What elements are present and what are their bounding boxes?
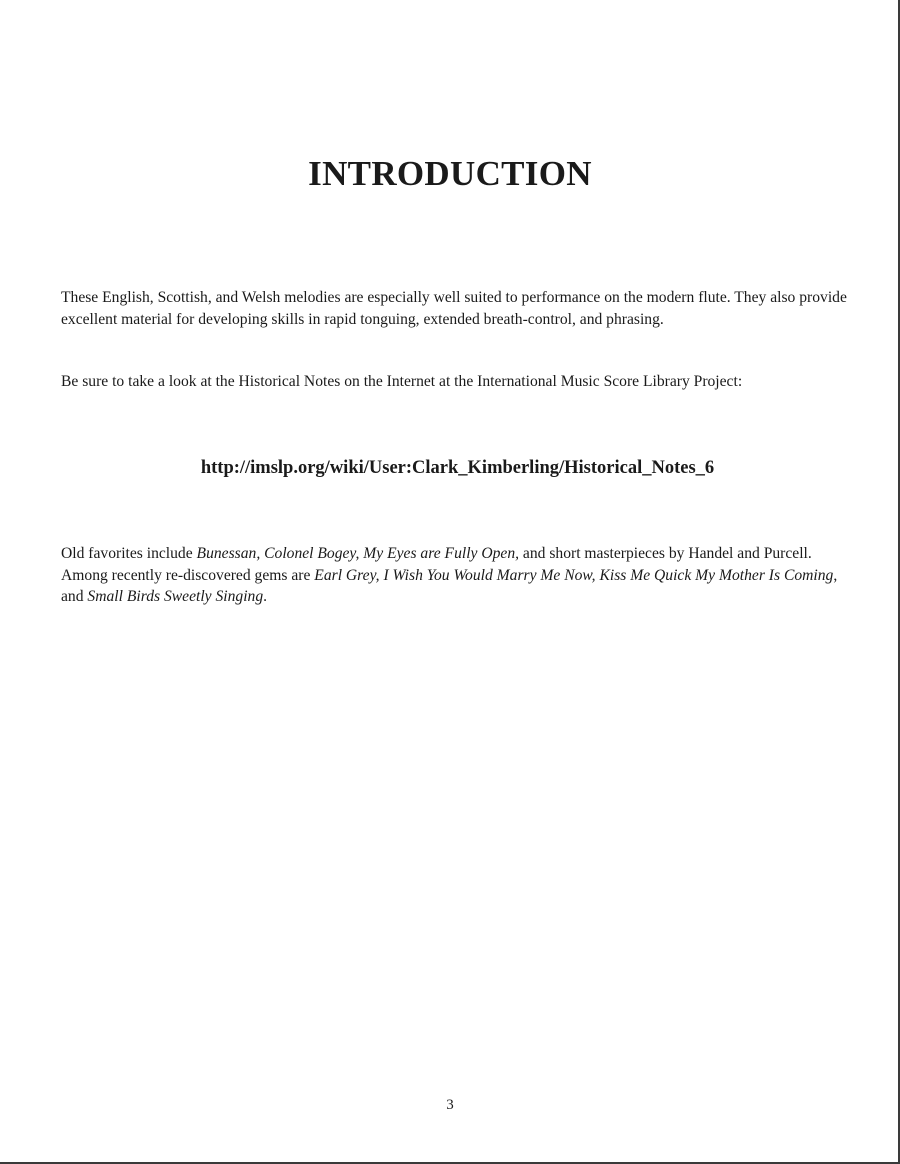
favorites-text-4: . [263,588,268,605]
favorites-text-1: Old favorites include [61,545,197,562]
favorites-text-3: , and [61,566,838,605]
favorites-titles-1: Bunessan, Colonel Bogey, My Eyes are Fully Open, [196,545,520,562]
favorites-text-2: and short masterpieces by Handel and Purcell. Among recently re-discovered gems are [61,545,812,584]
intro-paragraph: These English, Scottish, and Welsh melodies are especially well suited to performance on the modern flute. They also provide excellent material for developing skills in rapid tonguing, extended breath-control, and phrasing. [61,289,847,328]
page-title: INTRODUCTION [308,154,592,193]
page-number: 3 [446,1097,454,1113]
imslp-url-link[interactable]: http://imslp.org/wiki/User:Clark_Kimberling/Historical_Notes_6 [200,458,715,478]
favorites-titles-2: Earl Grey, I Wish You Would Marry Me Now, Kiss Me Quick My Mother Is Coming [314,566,834,584]
favorites-paragraph [61,543,851,608]
favorites-titles-3: Small Birds Sweetly Singing [87,588,264,605]
historical-notes-paragraph: Be sure to take a look at the Historical Notes on the Internet at the International Music Score Library Project: [61,373,743,390]
